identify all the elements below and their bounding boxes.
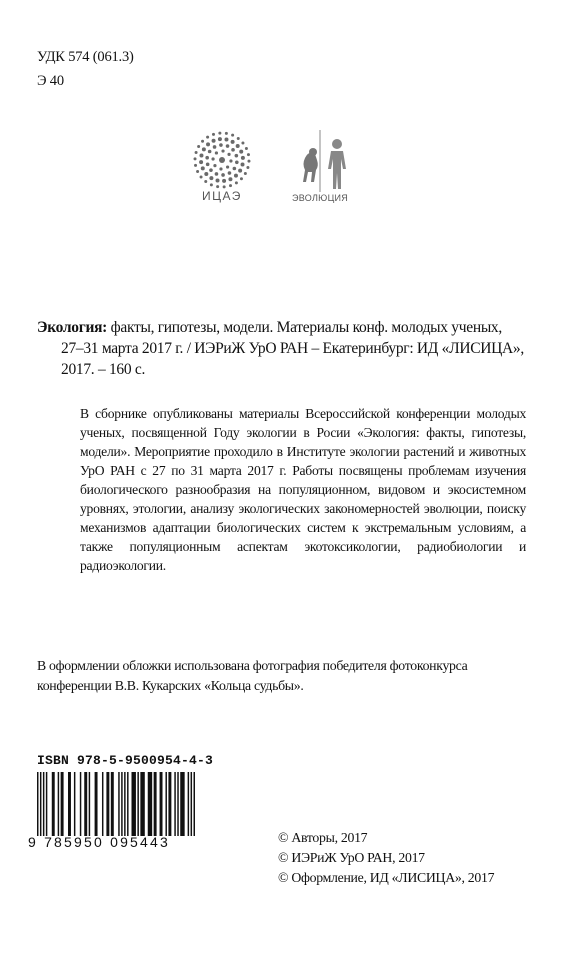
barcode-bar [160,772,163,836]
barcode-bar [191,772,192,836]
barcode-bar [121,772,122,836]
barcode-bar [68,772,71,836]
logos [180,125,390,215]
copyright-institute: © ИЭРиЖ УрО РАН, 2017 [278,850,425,865]
barcode-bar [177,772,178,836]
evolution-logo-icon [297,130,359,192]
barcode-bar [168,772,171,836]
copyright-design: © Оформление, ИД «ЛИСИЦА», 2017 [278,870,495,885]
barcode-bar [89,772,90,836]
cover-note-text: В оформлении обложки использована фотография победителя фотоконкурса конференции В.В. Кукарских «Кольца судьбы». [37,658,468,693]
barcode-bar [111,772,114,836]
citation-line-1: факты, гипотезы, модели. Материалы конф. молодых ученых, [107,319,502,336]
udk-code: УДК 574 (061.3) [37,49,134,65]
barcode-bar [40,772,41,836]
classification-block [37,45,134,93]
barcode-bar [194,772,195,836]
barcode-bar [174,772,175,836]
barcode-icon [37,772,195,836]
barcode-bar [118,772,119,836]
barcode-bar [84,772,87,836]
barcode-bar [80,772,81,836]
barcode-bar [124,772,125,836]
copyright-authors: © Авторы, 2017 [278,830,368,845]
barcode-bar [154,772,157,836]
barcode-bar [95,772,98,836]
barcode-bar [180,772,184,836]
barcode-bar [52,772,55,836]
citation-line-3: 2017. – 160 с. [61,361,146,378]
barcode-bar [58,772,59,836]
cover-note [37,656,527,696]
barcode-bar [165,772,166,836]
barcode-bar [137,772,138,836]
author-mark: Э 40 [37,73,64,89]
abstract-text: В сборнике опубликованы материалы Всероссийской конференции молодых ученых, посвященной Году экологии в Росии «Экология: факты, гипотезы, модели». Мероприятие проходило в Институте экологии растений и животных УрО РАН с 27 по 31 марта 2017 г. Работы посвящены проблемам изучения биологического разнообразия на популяционном, видовом и экосистемном уровнях, этологии, анализу экологических закономерностей эволюции, поиску механизмов адаптации биологических систем к экстремальным условиям, а также популяционным аспектам экотоксикологии, радиобиологии и радиоэкологии. [80,406,526,573]
barcode-bar [148,772,152,836]
abstract [80,404,526,575]
barcode-bar [132,772,136,836]
barcode-bar [106,772,109,836]
barcode-bar [74,772,75,836]
bibliographic-citation [37,317,524,380]
barcode-bar [127,772,128,836]
copyright-block [278,828,494,888]
citation-line-2: 27–31 марта 2017 г. / ИЭРиЖ УрО РАН – Екатеринбург: ИД «ЛИСИЦА», [61,340,524,357]
ichae-logo-label: ИЦАЭ [202,189,242,203]
ichae-logo-icon [192,130,252,190]
barcode-bar [102,772,103,836]
barcode-bar [140,772,144,836]
evolution-logo-label: ЭВОЛЮЦИЯ [292,193,349,203]
barcode-bar [43,772,44,836]
barcode-bar [61,772,64,836]
citation-title: Экология: [37,319,108,336]
barcode-bar [37,772,38,836]
barcode-digits: 9 785950 095443 [28,834,170,850]
isbn-number: ISBN 978-5-9500954-4-3 [37,753,214,768]
barcode-bar [188,772,189,836]
barcode-bar [46,772,47,836]
